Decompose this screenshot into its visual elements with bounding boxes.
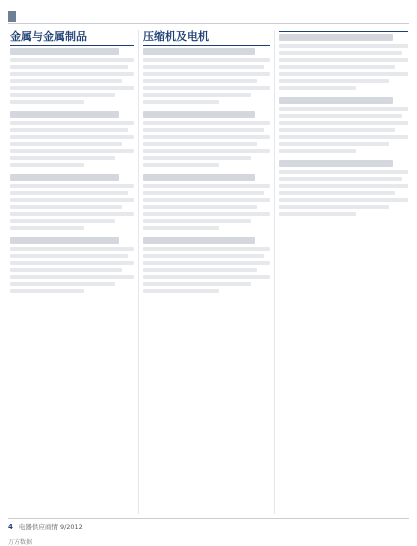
placeholder-line — [143, 247, 270, 251]
headline-placeholder — [10, 48, 119, 55]
article-body — [143, 121, 270, 167]
placeholder-line — [10, 191, 128, 195]
headline-placeholder — [10, 237, 119, 244]
article-body — [143, 184, 270, 230]
placeholder-line — [10, 163, 84, 167]
placeholder-line — [279, 86, 356, 90]
body-placeholder — [143, 58, 270, 104]
placeholder-line — [10, 198, 134, 202]
placeholder-line — [279, 170, 408, 174]
placeholder-line — [143, 149, 270, 153]
placeholder-line — [143, 184, 270, 188]
article-headline — [143, 48, 270, 55]
placeholder-line — [279, 121, 408, 125]
page-footer — [8, 518, 409, 540]
placeholder-line — [10, 135, 134, 139]
article-body — [10, 247, 134, 293]
column-divider — [138, 30, 139, 514]
body-placeholder — [10, 58, 134, 104]
placeholder-line — [10, 247, 134, 251]
placeholder-line — [10, 289, 84, 293]
placeholder-line — [279, 212, 356, 216]
section-tag — [8, 10, 176, 23]
placeholder-line — [279, 79, 389, 83]
headline-placeholder — [10, 174, 119, 181]
article — [143, 111, 270, 167]
placeholder-line — [10, 212, 134, 216]
placeholder-line — [279, 51, 402, 55]
placeholder-line — [279, 107, 408, 111]
article — [143, 174, 270, 230]
body-placeholder — [143, 184, 270, 230]
placeholder-line — [10, 149, 134, 153]
page-number: 4 — [8, 522, 13, 531]
body-placeholder — [279, 170, 408, 216]
placeholder-line — [143, 65, 264, 69]
body-placeholder — [143, 121, 270, 167]
column-continued — [279, 30, 408, 514]
article-headline — [10, 237, 134, 244]
placeholder-line — [279, 72, 408, 76]
placeholder-line — [279, 184, 408, 188]
placeholder-line — [143, 86, 270, 90]
placeholder-line — [10, 261, 134, 265]
placeholder-line — [279, 205, 389, 209]
article-headline — [279, 97, 408, 104]
column-compressors — [143, 30, 270, 514]
placeholder-line — [10, 156, 115, 160]
placeholder-line — [10, 142, 122, 146]
body-placeholder — [279, 44, 408, 90]
placeholder-line — [143, 142, 257, 146]
placeholder-line — [279, 128, 395, 132]
placeholder-line — [143, 100, 219, 104]
article — [10, 237, 134, 293]
article-body — [143, 58, 270, 104]
article-headline — [10, 48, 134, 55]
placeholder-line — [143, 289, 219, 293]
body-placeholder — [10, 121, 134, 167]
placeholder-line — [143, 121, 270, 125]
placeholder-line — [10, 275, 134, 279]
article-headline — [143, 111, 270, 118]
watermark-text: 万方数据 — [8, 539, 33, 546]
column-metals — [10, 30, 134, 514]
body-placeholder — [279, 107, 408, 153]
placeholder-line — [279, 177, 402, 181]
placeholder-line — [279, 142, 389, 146]
article-body — [10, 58, 134, 104]
placeholder-line — [279, 191, 395, 195]
placeholder-line — [143, 268, 257, 272]
placeholder-line — [279, 65, 395, 69]
placeholder-line — [143, 156, 251, 160]
placeholder-line — [10, 72, 134, 76]
placeholder-line — [143, 128, 264, 132]
placeholder-line — [10, 128, 128, 132]
placeholder-line — [10, 282, 115, 286]
placeholder-line — [10, 65, 128, 69]
article — [10, 111, 134, 167]
placeholder-line — [143, 282, 251, 286]
placeholder-line — [10, 205, 122, 209]
placeholder-line — [10, 254, 128, 258]
placeholder-line — [10, 184, 134, 188]
column-divider — [274, 30, 275, 514]
placeholder-line — [279, 135, 408, 139]
placeholder-line — [10, 219, 115, 223]
placeholder-line — [10, 58, 134, 62]
article — [279, 34, 408, 90]
headline-placeholder — [279, 97, 393, 104]
placeholder-line — [143, 72, 270, 76]
headline-placeholder — [10, 111, 119, 118]
placeholder-line — [143, 79, 257, 83]
placeholder-line — [143, 163, 219, 167]
body-placeholder — [143, 247, 270, 293]
placeholder-line — [143, 261, 270, 265]
category-heading: 金属与金属制品 — [10, 30, 134, 46]
footer-row — [8, 522, 409, 531]
article-body — [279, 44, 408, 90]
article — [10, 174, 134, 230]
placeholder-line — [10, 226, 84, 230]
placeholder-line — [143, 275, 270, 279]
article-headline — [143, 237, 270, 244]
section-tag-label — [8, 11, 16, 22]
placeholder-line — [10, 86, 134, 90]
headline-placeholder — [279, 34, 393, 41]
placeholder-line — [279, 114, 402, 118]
placeholder-line — [143, 254, 264, 258]
category-heading — [279, 30, 408, 32]
placeholder-line — [10, 93, 115, 97]
article — [143, 48, 270, 104]
placeholder-line — [10, 79, 122, 83]
placeholder-line — [279, 198, 408, 202]
article — [143, 237, 270, 293]
article-headline — [10, 111, 134, 118]
publication-name: 电器供应商情 9/2012 — [18, 523, 83, 531]
article-headline — [279, 34, 408, 41]
article-body — [143, 247, 270, 293]
placeholder-line — [279, 44, 408, 48]
article-headline — [10, 174, 134, 181]
headline-placeholder — [143, 111, 255, 118]
placeholder-line — [143, 205, 257, 209]
article-headline — [279, 160, 408, 167]
body-placeholder — [10, 184, 134, 230]
footer-rule — [8, 518, 409, 519]
headline-placeholder — [143, 48, 255, 55]
placeholder-line — [143, 198, 270, 202]
article-body — [10, 184, 134, 230]
article — [279, 97, 408, 153]
article-body — [10, 121, 134, 167]
placeholder-line — [143, 226, 219, 230]
placeholder-line — [10, 100, 84, 104]
article — [10, 48, 134, 104]
placeholder-line — [143, 212, 270, 216]
article-body — [279, 170, 408, 216]
body-placeholder — [10, 247, 134, 293]
placeholder-line — [10, 268, 122, 272]
placeholder-line — [143, 191, 264, 195]
placeholder-line — [279, 149, 356, 153]
headline-placeholder — [279, 160, 393, 167]
placeholder-line — [143, 58, 270, 62]
placeholder-line — [143, 219, 251, 223]
placeholder-line — [143, 93, 251, 97]
article-body — [279, 107, 408, 153]
header-rule — [8, 23, 409, 24]
placeholder-line — [279, 58, 408, 62]
headline-placeholder — [143, 237, 255, 244]
article-headline — [143, 174, 270, 181]
category-heading: 压缩机及电机 — [143, 30, 270, 46]
article — [279, 160, 408, 216]
placeholder-line — [143, 135, 270, 139]
placeholder-line — [10, 121, 134, 125]
headline-placeholder — [143, 174, 255, 181]
